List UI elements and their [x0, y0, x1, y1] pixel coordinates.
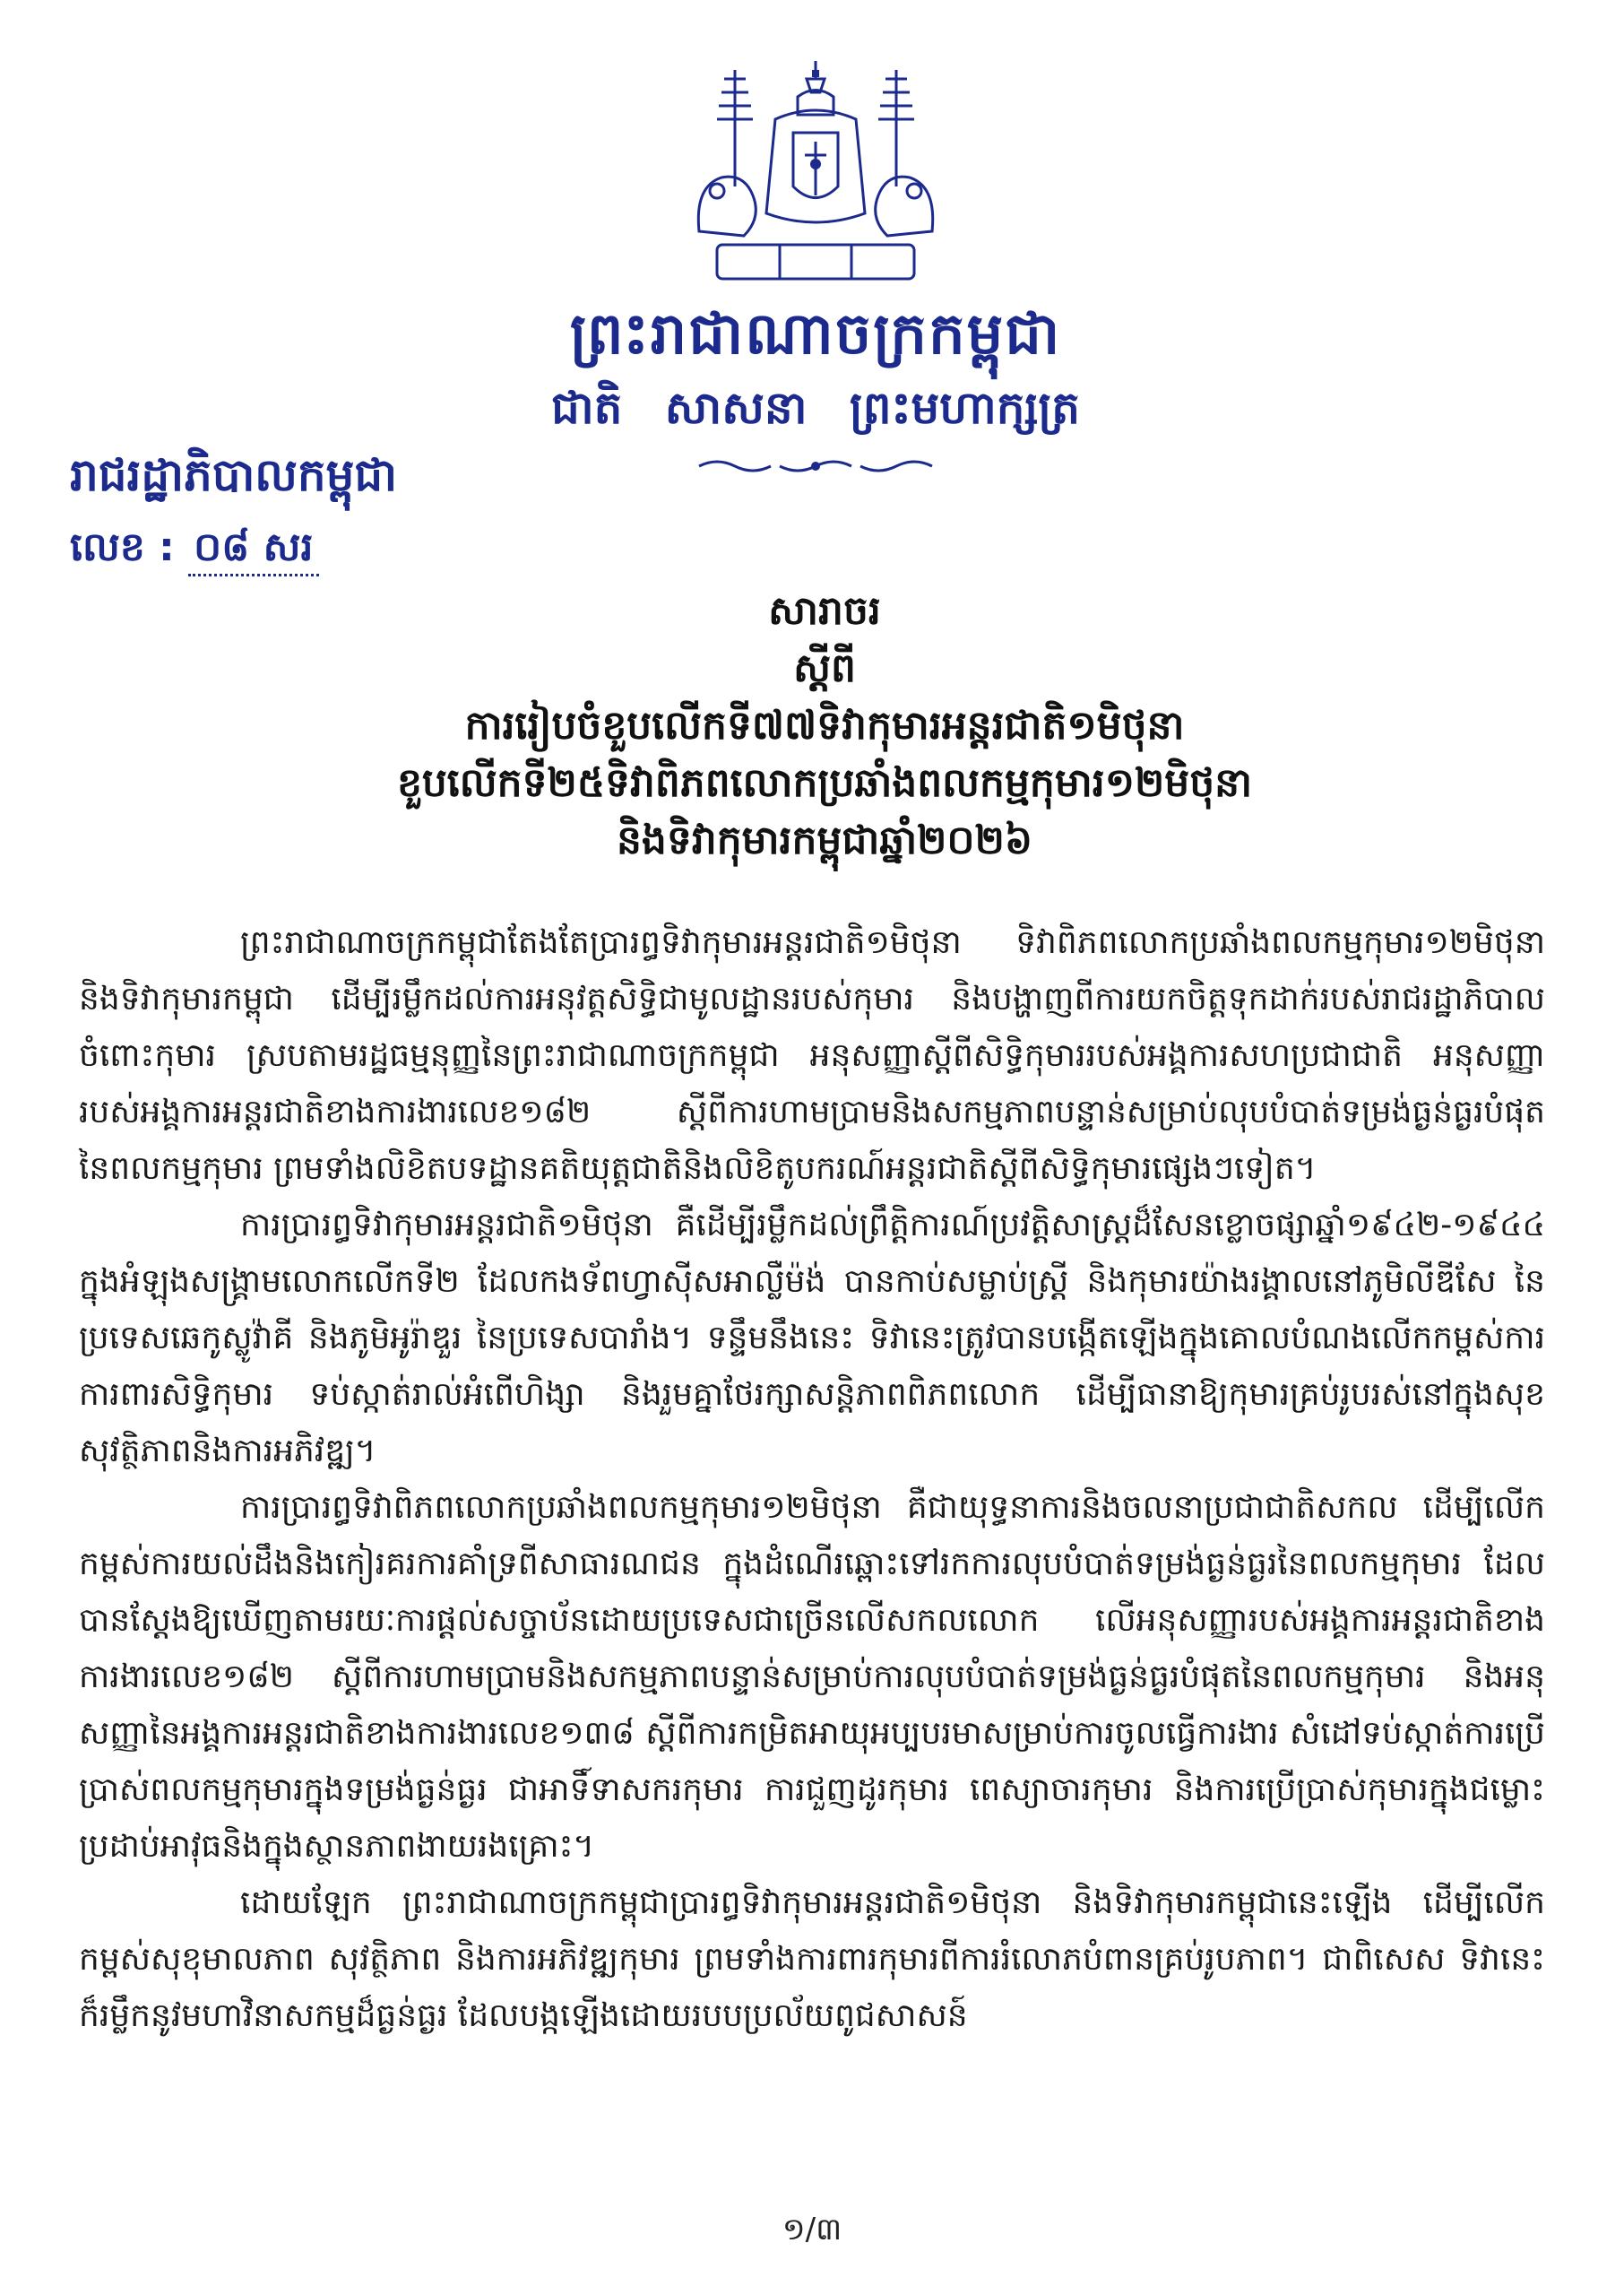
body-paragraph: ការប្រារព្ធទិវាពិភពលោកប្រឆាំងពលកម្មកុមារ១២មិថុនា គឺជាយុទ្ធនាការនិងចលនាប្រជាជាតិសកល ដើម្បីលើកកម្ពស់ការយល់ដឹងនិងកៀរគរការគាំទ្រពីសាធារណជន ក្នុងដំណើរឆ្ពោះទៅរកការលុបបំបាត់ទម្រង់ធ្ងន់ធ្ងរនៃពលកម្មកុមារ ដែលបានស្តែងឱ្យឃើញតាមរយៈការផ្តល់សច្ចាប័នដោយប្រទេសជាច្រើនលើសកលលោក លើអនុសញ្ញារបស់អង្គការអន្តរជាតិខាងការងារលេខ១៨២ ស្តីពីការហាមប្រាមនិងសកម្មភាពបន្ទាន់សម្រាប់ការលុបបំបាត់ទម្រង់ធ្ងន់ធ្ងរបំផុតនៃពលកម្មកុមារ និងអនុសញ្ញានៃអង្គការអន្តរជាតិខាងការងារលេខ១៣៨ ស្តីពីការកម្រិតអាយុអប្បបរមាសម្រាប់ការចូលធ្វើការងារ សំដៅទប់ស្កាត់ការប្រើប្រាស់ពលកម្មកុមារក្នុងទម្រង់ធ្ងន់ធ្ងរ ជាអាទិ៍ទាសករកុមារ ការជួញដូរកុមារ ពេស្យាចារកុមារ និងការប្រើប្រាស់កុមារក្នុងជម្លោះប្រដាប់អាវុធនិងក្នុងស្ថានភាពងាយរងគ្រោះ។	[79, 1489, 1545, 1865]
doc-type-title: សារាចរ	[768, 588, 881, 634]
doc-subject-line-2: ខួបលើកទី២៥ទិវាពិភពលោកប្រឆាំងពលកម្មកុមារ១២មិថុនា	[396, 760, 1253, 806]
doc-subject-line-3: និងទិវាកុមារកម្ពុជាឆ្នាំ២០២៦	[616, 818, 1033, 863]
kingdom-name: ព្រះរាជាណាចក្រកម្ពុជា	[569, 301, 1062, 368]
reference-value: ០៨ សរ	[188, 524, 318, 576]
doc-subject-label: ស្តីពី	[793, 645, 856, 691]
doc-subject-line-1: ការរៀបចំខួបលើកទី៧៧ទិវាកុមារអន្តរជាតិ១មិថុនា	[464, 703, 1185, 749]
body-paragraph: ព្រះរាជាណាចក្រកម្ពុជាតែងតែប្រារព្ធទិវាកុមារអន្តរជាតិ១មិថុនា ទិវាពិភពលោកប្រឆាំងពលកម្មកុមារ១២មិថុនា និងទិវាកុមារកម្ពុជា ដើម្បីរម្លឹកដល់ការអនុវត្តសិទ្ធិជាមូលដ្ឋានរបស់កុមារ និងបង្ហាញពីការយកចិត្តទុកដាក់របស់រាជរដ្ឋាភិបាលចំពោះកុមារ ស្របតាមរដ្ឋធម្មនុញ្ញនៃព្រះរាជាណាចក្រកម្ពុជា អនុសញ្ញាស្តីពីសិទ្ធិកុមាររបស់អង្គការសហប្រជាជាតិ អនុសញ្ញារបស់អង្គការអន្តរជាតិខាងការងារលេខ១៨២ ស្តីពីការហាមប្រាមនិងសកម្មភាពបន្ទាន់សម្រាប់លុបបំបាត់ទម្រង់ធ្ងន់ធ្ងរបំផុតនៃពលកម្មកុមារ ព្រមទាំងលិខិតបទដ្ឋានគតិយុត្តជាតិនិងលិខិតូបករណ៍អន្តរជាតិស្តីពីសិទ្ធិកុមារផ្សេងៗទៀត។	[79, 924, 1545, 1187]
page-number: ១/៣	[782, 2212, 842, 2247]
document-body	[79, 914, 1545, 2044]
reference-number	[70, 524, 319, 572]
government-name: រាជរដ្ឋាភិបាលកម្ពុជា	[70, 449, 397, 501]
reference-label: លេខ :	[70, 524, 175, 570]
document-title-block	[125, 583, 1524, 870]
decorative-divider-icon	[681, 453, 950, 480]
body-paragraph: ដោយឡែក ព្រះរាជាណាចក្រកម្ពុជាប្រារព្ធទិវាកុមារអន្តរជាតិ១មិថុនា និងទិវាកុមារកម្ពុជានេះឡើង ដើម្បីលើកកម្ពស់សុខុមាលភាព សុវត្ថិភាព និងការអភិវឌ្ឍកុមារ ព្រមទាំងការពារកុមារពីការរំលោភបំពានគ្រប់រូបភាព។ ជាពិសេស ទិវានេះក៏រម្លឹកនូវមហាវិនាសកម្មដ៏ធ្ងន់ធ្ងរ ដែលបង្កឡើងដោយរបបប្រល័យពូជសាសន៍	[79, 1884, 1545, 2034]
national-motto: ជាតិ សាសនា ព្រះមហាក្សត្រ	[551, 382, 1080, 434]
body-paragraph: ការប្រារព្ធទិវាកុមារអន្តរជាតិ១មិថុនា គឺដើម្បីរម្លឹកដល់ព្រឹត្តិការណ៍ប្រវត្តិសាស្ត្រដ៏សែនខ្លោចផ្សាឆ្នាំ១៩៤២-១៩៤៤ ក្នុងអំឡុងសង្គ្រាមលោកលើកទី២ ដែលកងទ័ពហ្វាស៊ីសអាល្លឺម៉ង់ បានកាប់សម្លាប់ស្ត្រី និងកុមារយ៉ាងរង្គាលនៅភូមិលីឌីសែ នៃប្រទេសឆេកូស្លូវ៉ាគី និងភូមិអូរ៉ាឌួរ នៃប្រទេសបារាំង។ ទន្ទឹមនឹងនេះ ទិវានេះត្រូវបានបង្កើតឡើងក្នុងគោលបំណងលើកកម្ពស់ការការពារសិទ្ធិកុមារ ទប់ស្កាត់រាល់អំពើហិង្សា និងរួមគ្នាថែរក្សាសន្តិភាពពិភពលោក ដើម្បីធានាឱ្យកុមារគ្រប់រូបរស់នៅក្នុងសុខសុវត្ថិភាពនិងការអភិវឌ្ឍ។	[79, 1207, 1545, 1469]
royal-coat-of-arms-icon	[681, 52, 950, 294]
